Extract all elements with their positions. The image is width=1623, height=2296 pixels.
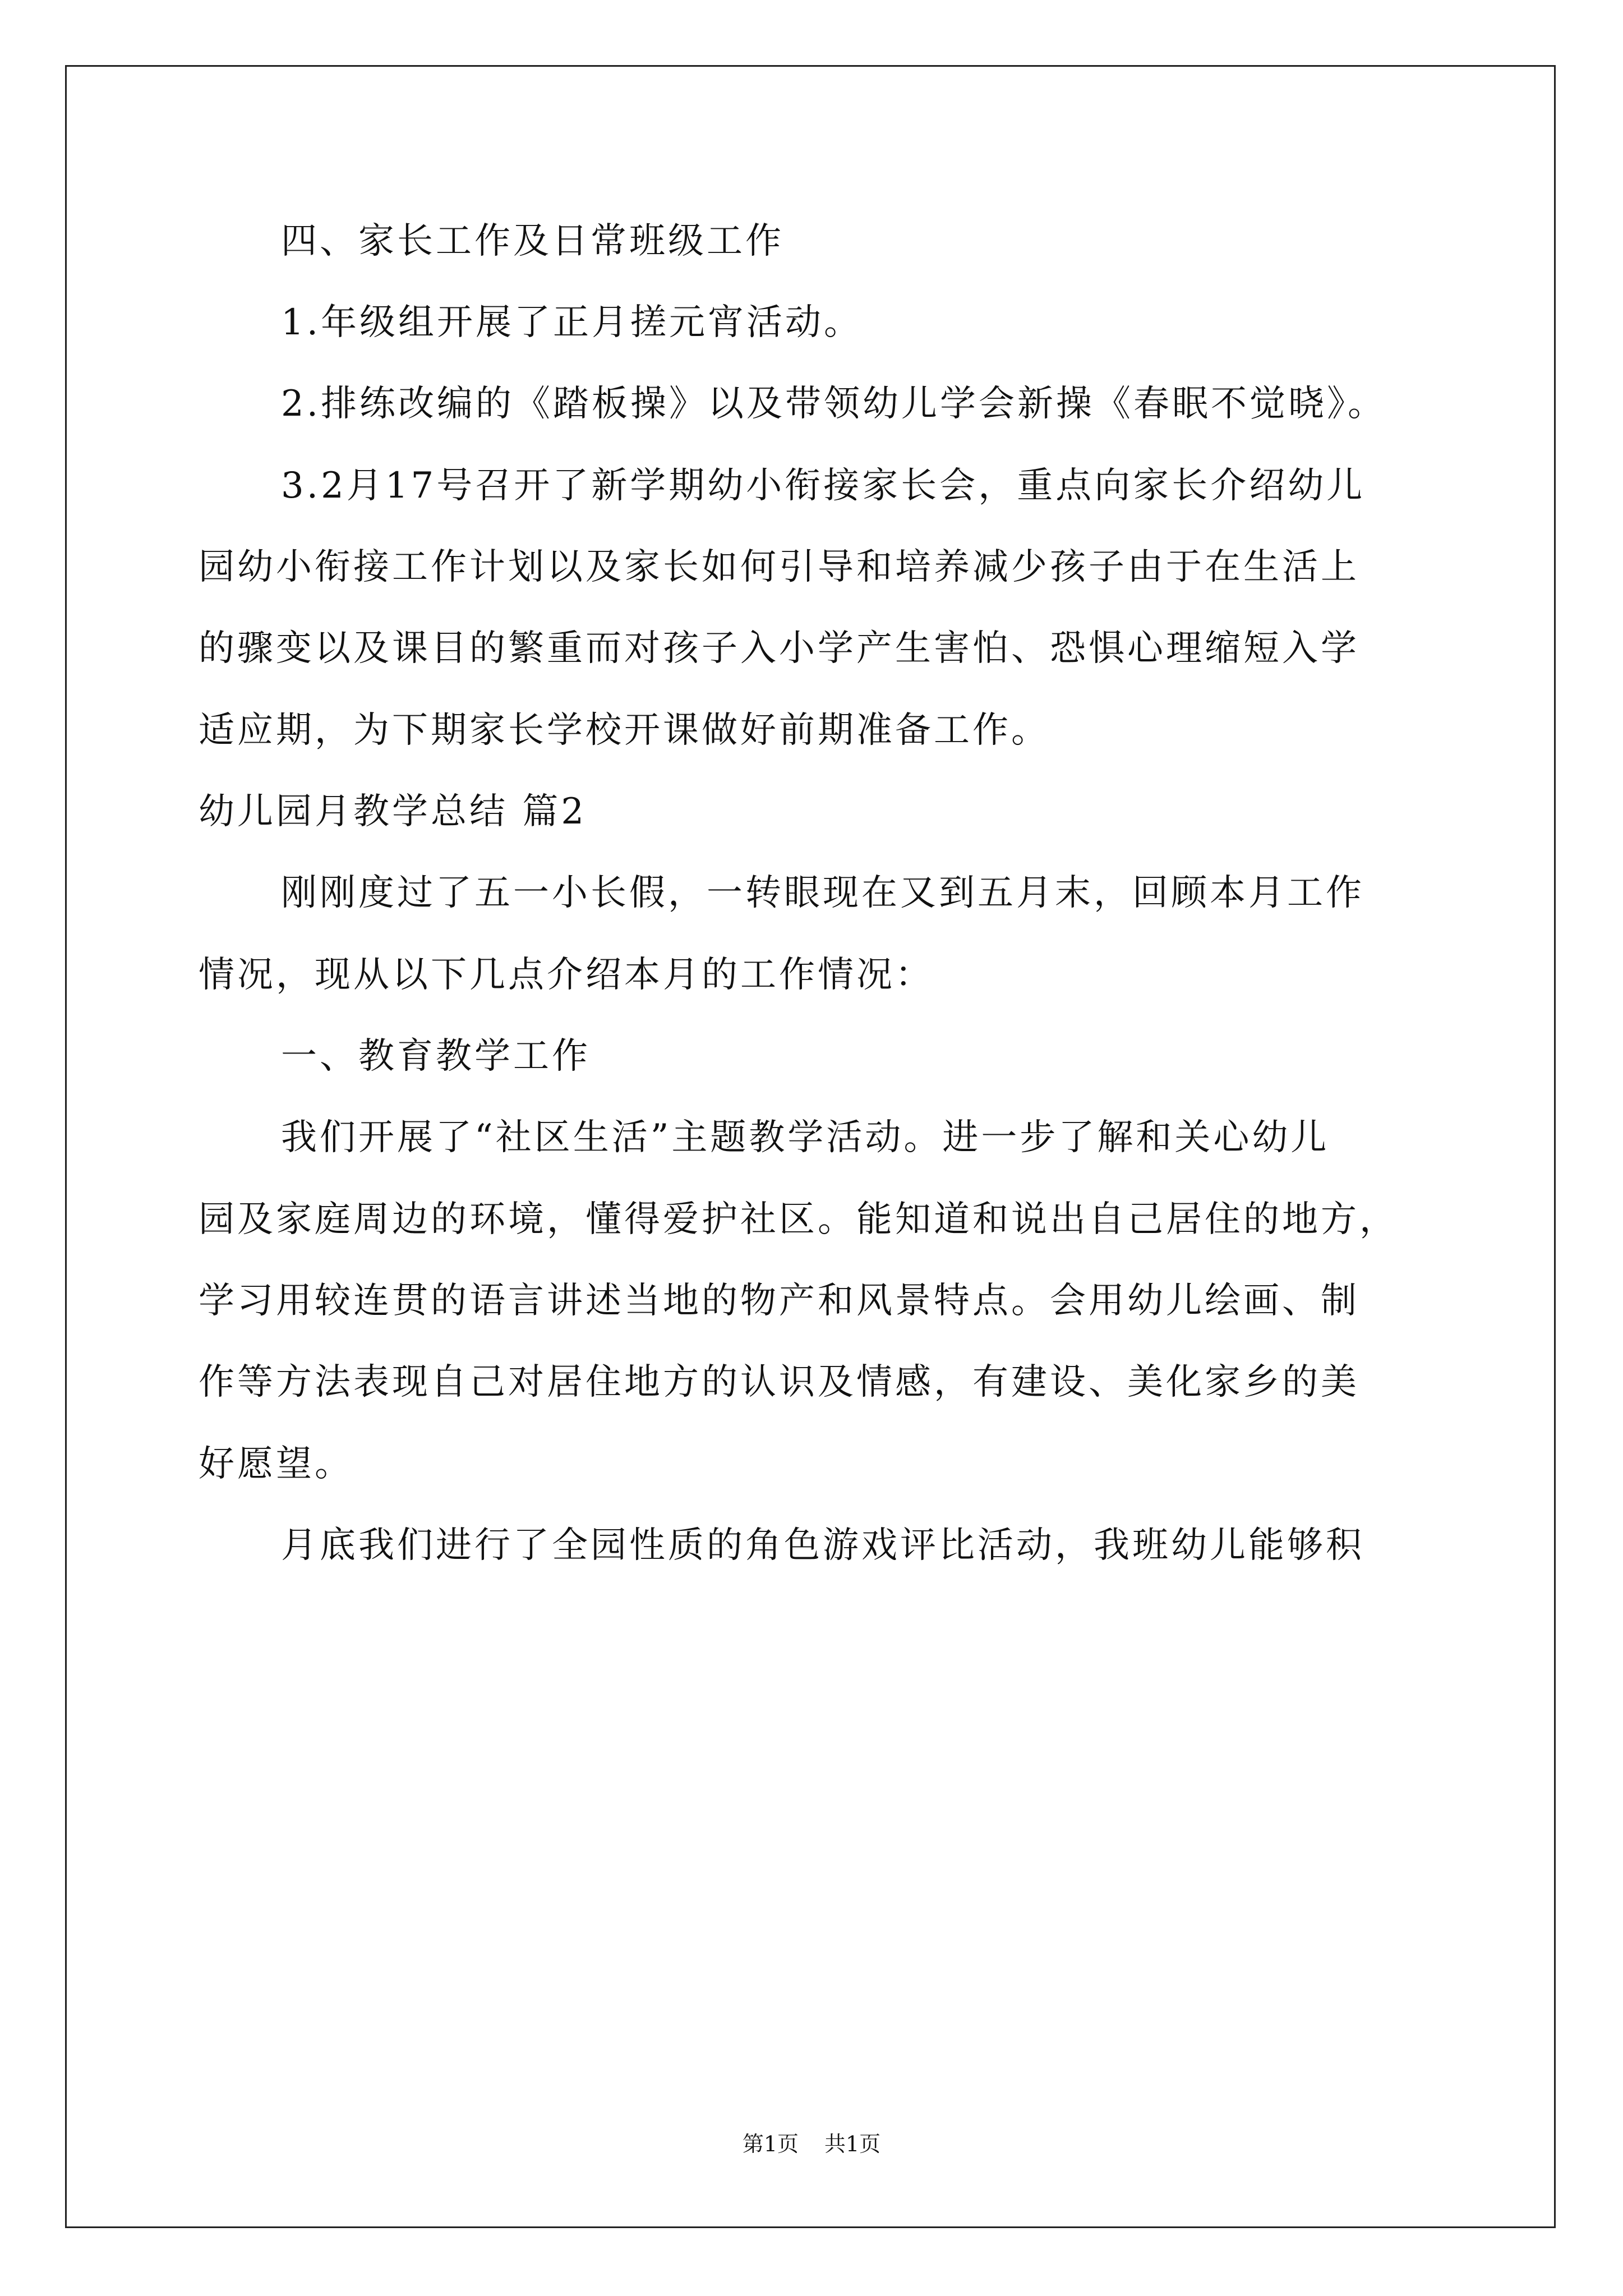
paragraph-line: 我们开展了“社区生活”主题教学活动。进一步了解和关心幼儿 <box>281 1117 1330 1158</box>
paragraph-line: 月底我们进行了全园性质的角色游戏评比活动，我班幼儿能够积 <box>281 1525 1364 1566</box>
section-heading: 一、教育教学工作 <box>281 1036 591 1077</box>
paragraph-line: 的骤变以及课目的繁重而对孩子入小学产生害怕、恐惧心理缩短入学 <box>199 628 1359 669</box>
list-item: 2.排练改编的《踏板操》以及带领幼儿学会新操《春眠不觉晓》。 <box>281 383 1387 425</box>
paragraph-line: 学习用较连贯的语言讲述当地的物产和风景特点。会用幼儿绘画、制 <box>199 1280 1359 1322</box>
page-footer <box>0 2131 1623 2157</box>
paragraph-line: 适应期，为下期家长学校开课做好前期准备工作。 <box>199 710 1050 751</box>
article-title: 幼儿园月教学总结 篇2 <box>199 791 587 832</box>
paragraph-line: 好愿望。 <box>199 1443 353 1485</box>
list-item: 1.年级组开展了正月搓元宵活动。 <box>281 302 863 343</box>
paragraph-line: 情况，现从以下几点介绍本月的工作情况： <box>199 954 934 996</box>
list-item: 3.2月17号召开了新学期幼小衔接家长会，重点向家长介绍幼儿 <box>281 465 1366 507</box>
page-total: 共1页 <box>824 2132 881 2156</box>
section-heading: 四、家长工作及日常班级工作 <box>281 220 784 262</box>
paragraph-line: 刚刚度过了五一小长假，一转眼现在又到五月末，回顾本月工作 <box>281 872 1364 914</box>
paragraph-line: 园及家庭周边的环境，懂得爱护社区。能知道和说出自己居住的地方， <box>199 1199 1398 1240</box>
paragraph-line: 作等方法表现自己对居住地方的认识及情感，有建设、美化家乡的美 <box>199 1361 1359 1403</box>
paragraph-line: 园幼小衔接工作计划以及家长如何引导和培养减少孩子由于在生活上 <box>199 546 1359 588</box>
page-number: 第1页 <box>742 2132 799 2156</box>
